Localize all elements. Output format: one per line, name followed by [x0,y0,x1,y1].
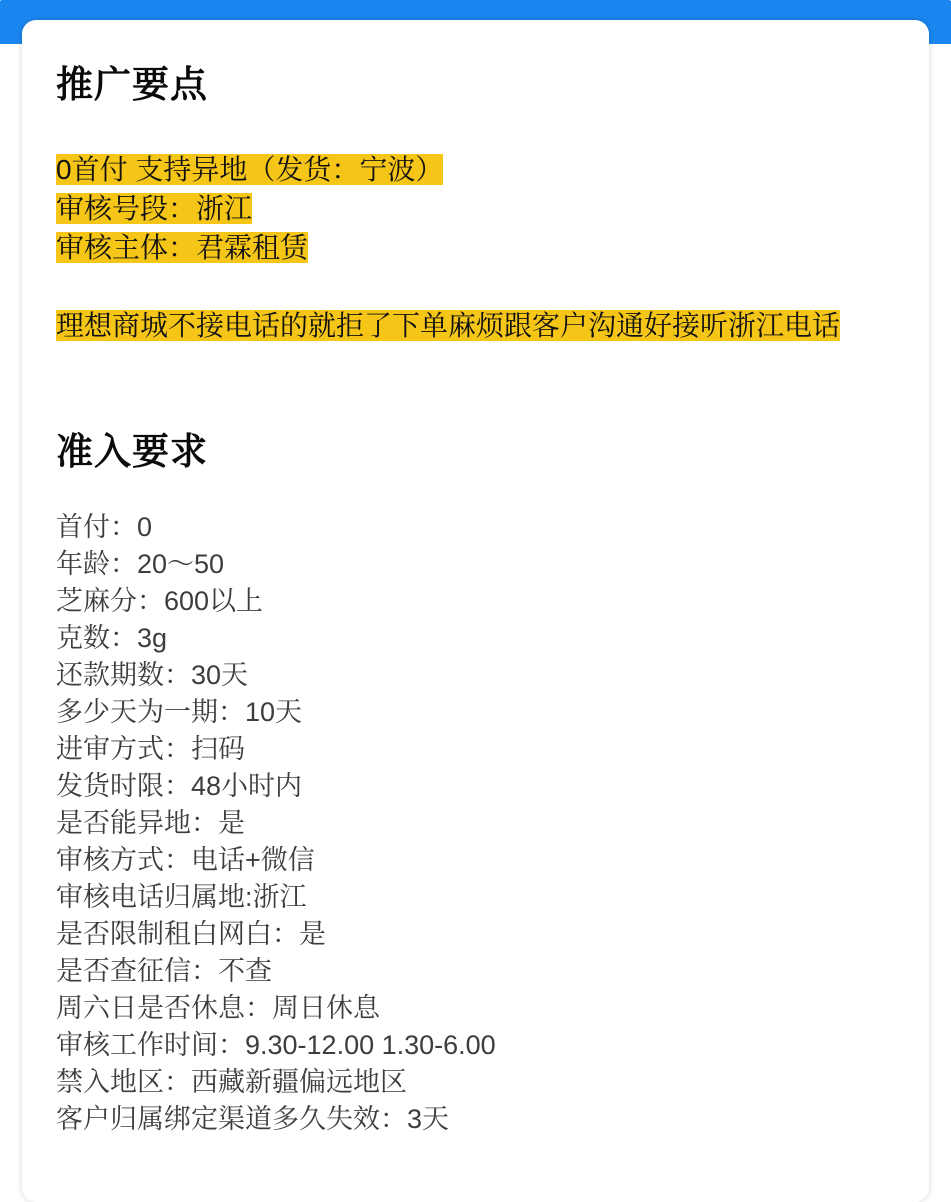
promo-line-4 [56,306,895,345]
list-item: 审核电话归属地:浙江 [56,882,307,913]
requirements-section-title: 准入要求 [56,431,208,473]
list-item: 是否查征信：不查 [56,956,272,987]
promo-line-2-text: 审核号段：浙江 [56,193,253,225]
list-item: 审核方式：电话+微信 [56,845,315,876]
list-item: 客户归属绑定渠道多久失效：3天 [56,1104,450,1135]
list-item: 多少天为一期：10天 [56,697,303,728]
list-item: 审核工作时间：9.30-12.00 1.30-6.00 [56,1030,496,1061]
list-item: 禁入地区：西藏新疆偏远地区 [56,1067,407,1098]
promo-section-title: 推广要点 [56,64,208,105]
promo-line-2 [56,189,895,228]
list-item: 进审方式：扫码 [56,734,245,765]
promo-line-4-text: 理想商城不接电话的就拒了下单麻烦跟客户沟通好接听浙江电话 [56,310,841,342]
list-item: 首付：0 [56,512,153,543]
list-item: 是否限制租白网白：是 [56,919,326,950]
list-item: 克数：3g [56,623,168,654]
list-item: 周六日是否休息：周日休息 [56,993,380,1024]
promo-line-1-text: 0首付 支持异地（发货：宁波） [56,154,444,186]
promo-line-3-text: 审核主体：君霖租赁 [56,232,309,264]
promo-line-1 [56,150,895,189]
list-item: 年龄：20～50 [56,549,225,580]
promo-line-3 [56,228,895,267]
list-item: 还款期数：30天 [56,660,249,691]
list-item: 发货时限：48小时内 [56,771,303,802]
content-card [22,20,929,1202]
promo-content [56,150,895,345]
list-item: 芝麻分：600以上 [56,586,264,617]
requirements-list [56,509,895,1138]
list-item: 是否能异地：是 [56,808,245,839]
promo-spacer [56,267,895,306]
